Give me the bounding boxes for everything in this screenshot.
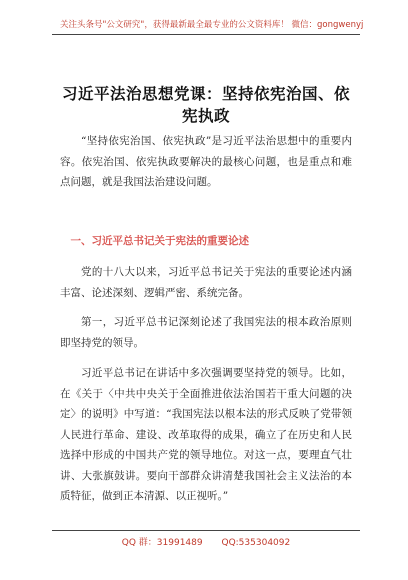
footer-qq-group: QQ 群：31991489 (121, 538, 203, 548)
paragraph-quote: 习近平总书记在讲话中多次强调要坚持党的领导。比如，在《关于〈中共中央关于全面推进依法治国若干重大问题的决定〉的说明》中写道：“我国宪法以根本法的形式反映了党带领人民进行革命、建设、改革取得的成果，确立了在历史和人民选择中形成的中国共产党的领导地位。对这一点，要理直气壮讲、大张旗鼓讲。要向干部群众讲清楚我国社会主义法治的本质特征，做到正本清源、以正视听。” (60, 367, 352, 502)
paragraph-first-point: 第一，习近平总书记深刻论述了我国宪法的根本政治原则即坚持党的领导。 (60, 316, 352, 349)
paragraph-overview: 党的十八大以来，习近平总书记关于宪法的重要论述内涵丰富、论述深刻、逻辑严密、系统完备。 (60, 266, 352, 299)
footer-qq: QQ:535304092 (221, 538, 291, 548)
paragraph-intro: “坚持依宪治国、依宪执政”是习近平法治思想中的重要内容。依宪治国、依宪执政要解决的最核心问题，也是重点和难点问题，就是我国法治建设问题。 (60, 135, 352, 188)
document-title: 习近平法治思想党课：坚持依宪治国、依宪执政 (61, 85, 350, 125)
footer-divider (52, 530, 360, 531)
footer-contact (52, 535, 360, 548)
section-heading: 一、习近平总书记关于宪法的重要论述 (70, 235, 249, 247)
header-note: 关注头条号"公文研究"，获得最新最全最专业的公文资料库！ 微信：gongwenyj (60, 20, 364, 30)
header-divider (52, 34, 360, 35)
